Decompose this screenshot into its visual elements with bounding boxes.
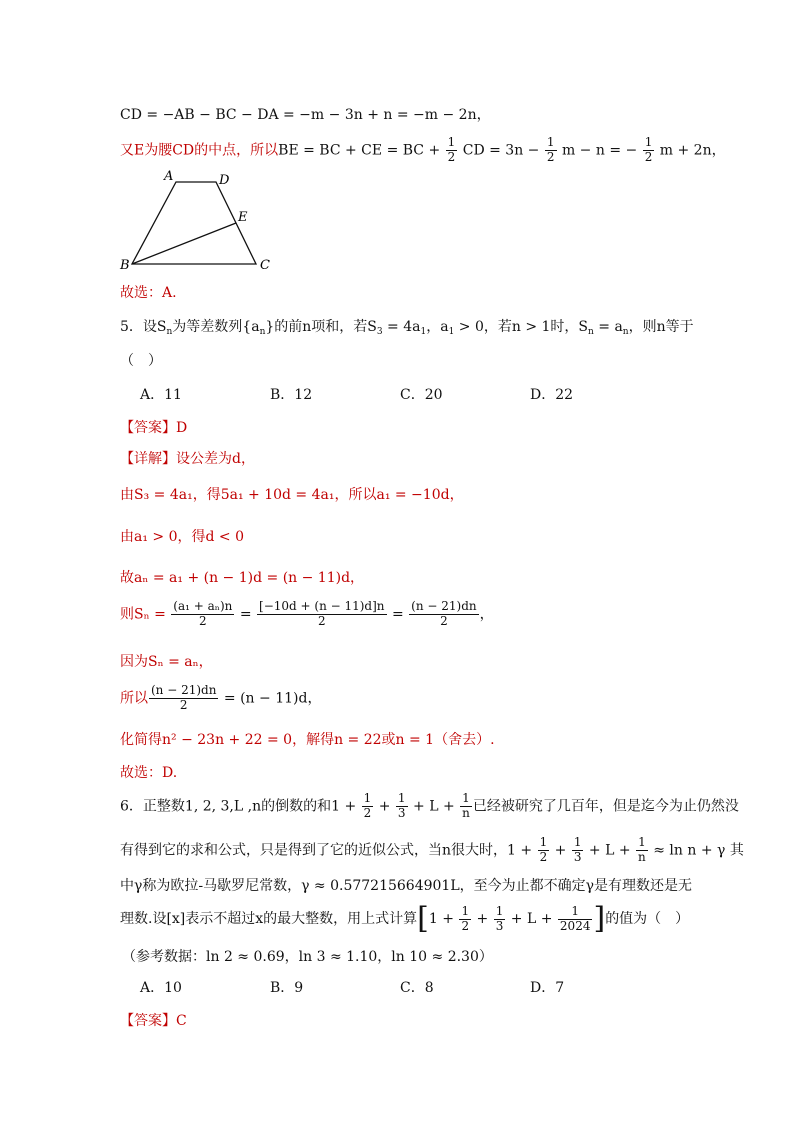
q6-l4-d: + L + [506, 911, 557, 927]
q6-l2-half-num: 1 [539, 835, 548, 849]
q5-option-c[interactable]: C．20 [400, 387, 443, 403]
q6-l4-b: 1 + [428, 911, 459, 927]
half-fraction-2 [545, 136, 557, 165]
s4-f2-den: 2 [317, 613, 326, 628]
q5-part3: }的前n项和，若S [265, 319, 377, 335]
q5-part8: ，则n等于 [628, 319, 694, 335]
q6-l4-2024-den: 2024 [559, 918, 591, 933]
s4-frac-1 [171, 600, 234, 629]
step-7: 化简得n² − 23n + 22 = 0，解得n = 22或n = 1（舍去）. [120, 732, 495, 748]
q5-option-a[interactable]: A．11 [140, 387, 182, 403]
choice-d-line: 故选：D. [120, 765, 178, 781]
detail-text: 设公差为d， [176, 451, 255, 467]
step-6-tail: = (n − 11)d， [219, 690, 322, 707]
q6-l1-n-num: 1 [460, 792, 472, 807]
q6-option-c[interactable]: C．8 [400, 980, 434, 996]
q5-option-b[interactable]: B．12 [270, 387, 313, 403]
q6-l1-n [460, 792, 472, 821]
be-tail2: m − n = − [557, 142, 642, 159]
step-2: 由a₁ > 0，得d < 0 [120, 529, 244, 545]
half-num-3: 1 [644, 135, 653, 149]
answer-6 [120, 1010, 187, 1030]
q6-l2-a: 有得到它的求和公式，只是得到了它的近似公式，当n很大时，1 + [120, 842, 537, 859]
half-num: 1 [447, 135, 456, 149]
q6-l4-half [459, 905, 471, 934]
q6-l1-third-den: 3 [397, 805, 406, 820]
q6-l2-third-den: 3 [573, 849, 582, 864]
q6-l4-third [494, 905, 506, 934]
answer-5-value: D [176, 420, 188, 436]
q6-option-b[interactable]: B．9 [270, 980, 304, 996]
question-5: 5．设$S_n$为等差数列$\{a_n\}$的前n项和，若$S_3 = 4a_1$，$a_1 > 0$，若n > 1时，$S_n = a_n$，则n等于 [120, 319, 694, 337]
q6-option-d[interactable]: D．7 [530, 980, 565, 996]
label-a: A [164, 169, 174, 184]
answer-5-tag: 【答案】 [120, 420, 176, 436]
q6-line-1 [120, 792, 739, 821]
q6-l1-half-den: 2 [363, 805, 372, 820]
q5-option-d[interactable]: D．22 [530, 387, 574, 403]
s4-f1-num: (a₁ + aₙ)n [173, 599, 233, 613]
answer-5 [120, 417, 187, 437]
q6-l1-half [362, 792, 374, 821]
q6-l4-a: 理数.设[x]表示不超过x的最大整数，用上式计算 [120, 911, 418, 927]
s4-frac-3 [409, 600, 478, 629]
choice-a-line: 故选：A. [120, 285, 177, 301]
q5-part4: = 4a [382, 319, 421, 335]
half-den-2: 2 [546, 149, 555, 164]
q5-part1: 5．设S [120, 319, 167, 335]
segment-be [132, 223, 236, 264]
be-tail: CD = 3n − [458, 142, 544, 159]
s6-frac [149, 684, 218, 713]
q6-l1-a: 6．正整数1, 2, 3,L ,n的倒数的和1 + [120, 798, 361, 815]
q6-l1-c: + L + [408, 798, 460, 815]
q5-part2: 为等差数列{a [172, 319, 260, 335]
s4-frac-2 [257, 600, 387, 629]
vector-cd-text: CD = −AB − BC − DA = −m − 3n + n = −m − 2n， [120, 107, 491, 123]
step-4-pre: 则Sₙ = [120, 606, 171, 623]
half-num-2: 1 [546, 135, 555, 149]
half-den-3: 2 [644, 149, 653, 164]
q6-l2-n-num: 1 [636, 836, 648, 851]
q6-l2-d: ≈ ln n + γ 其 [648, 842, 744, 859]
q6-l2-n [636, 836, 648, 865]
question-5-paren: （ ） [120, 353, 162, 369]
q6-l2-c: + L + [584, 842, 636, 859]
trapezoid-figure [116, 168, 286, 278]
be-eq: BE = BC + CE = BC + [278, 142, 445, 159]
q6-l4-2024 [558, 905, 593, 934]
answer-6-tag: 【答案】 [120, 1013, 176, 1029]
label-d: D [219, 173, 230, 188]
label-b: B [120, 258, 130, 273]
s4-f3-den: 2 [440, 613, 448, 628]
s6-den: 2 [179, 697, 188, 712]
q6-line-2 [120, 836, 744, 865]
label-c: C [260, 258, 270, 273]
detail-5 [120, 448, 255, 468]
be-mid: E为腰CD的中点，所以 [134, 142, 279, 159]
q6-line-4: 理数.设[x]表示不超过x的最大整数，用上式计算[1 + $\frac{1}{2}$ + $\frac{1}{3}$ + L + $\frac{1}{2024}$ ]的值为（ ） [120, 901, 690, 936]
q6-l2-third-num: 1 [573, 835, 582, 849]
q6-l1-n-den: n [462, 805, 470, 820]
q5-part6: > 0，若n > 1时，S [454, 319, 589, 335]
step-5: 因为Sₙ = aₙ， [120, 654, 213, 670]
s4-f2-num: [−10d + (n − 11)d]n [259, 599, 385, 613]
be-prefix: 又 [120, 142, 134, 159]
q6-l4-c: + [472, 911, 493, 927]
vector-be-equation [120, 136, 726, 165]
q6-l4-e: 的值为（ ） [605, 911, 690, 927]
answer-6-value: C [176, 1013, 187, 1029]
q6-l2-n-den: n [638, 849, 646, 864]
q6-l4-half-num: 1 [461, 903, 470, 918]
q5-options [140, 384, 660, 404]
q6-l1-d: 已经被研究了几百年，但是迄今为止仍然没 [472, 798, 739, 815]
q6-l1-b: + [374, 798, 395, 815]
half-fraction-3 [643, 136, 655, 165]
q6-l4-half-den: 2 [461, 918, 470, 933]
half-den: 2 [447, 149, 456, 164]
half-fraction [446, 136, 458, 165]
q6-l4-2024-num: 1 [558, 905, 593, 920]
q6-l1-half-num: 1 [363, 791, 372, 805]
q5-part5: ，a [426, 319, 449, 335]
label-e: E [238, 210, 248, 225]
q6-l1-third-num: 1 [397, 791, 406, 805]
q6-l4-third-den: 3 [495, 918, 504, 933]
step-6 [120, 684, 321, 713]
q6-options [140, 977, 660, 997]
step-3: 故aₙ = a₁ + (n − 1)d = (n − 11)d， [120, 570, 365, 586]
q6-l2-half [538, 836, 550, 865]
be-tail3: m + 2n， [655, 142, 726, 159]
q6-l1-third [396, 792, 408, 821]
q6-l2-half-den: 2 [539, 849, 548, 864]
s4-f3-num: (n − 21)dn [411, 599, 477, 613]
q6-line-3: 中γ称为欧拉-马歇罗尼常数，γ ≈ 0.577215664901L，至今为止都不确定γ是有理数还是无 [120, 878, 693, 894]
vector-cd-equation [120, 104, 491, 124]
q6-l2-b: + [550, 842, 571, 859]
step-1: 由S₃ = 4a₁，得5a₁ + 10d = 4a₁，所以a₁ = −10d， [120, 487, 464, 503]
step-4: 则Sₙ = $\frac{\text{(a₁ + aₙ)n}}{2}$ = $\frac{[-10d + (n - 11)d]n}{2}$ = $\frac{(n - 21)dn}{2}$ ， [120, 599, 494, 628]
q6-reference: （参考数据：ln 2 ≈ 0.69，ln 3 ≈ 1.10，ln 10 ≈ 2.30） [122, 949, 493, 965]
q6-l4-third-num: 1 [495, 903, 504, 918]
s6-num: (n − 21)dn [151, 683, 217, 697]
detail-tag: 【详解】 [120, 451, 176, 467]
q6-l2-third [572, 836, 584, 865]
s4-f1-den: 2 [199, 613, 207, 628]
q6-option-a[interactable]: A．10 [140, 980, 182, 996]
step-6-pre: 所以 [120, 690, 148, 707]
q5-part7: = a [593, 319, 623, 335]
